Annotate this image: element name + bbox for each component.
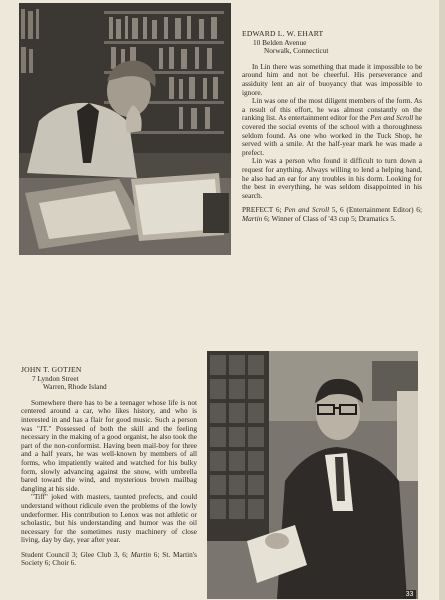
student-activities: [21, 551, 197, 568]
student-address-city: Norwalk, Connecticut: [264, 46, 329, 56]
student-address-street: 10 Belden Avenue: [253, 37, 307, 47]
page-edge: [439, 0, 445, 600]
portrait-photo-ehart-image: [19, 3, 231, 255]
bio-paragraph: [242, 97, 422, 157]
activity-fragment: Martin: [242, 213, 263, 223]
student-address-city: Warren, Rhode Island: [43, 382, 107, 392]
activity-fragment: Martin: [130, 549, 152, 559]
bio-paragraph: In Lin there was something that made it impossible to be around him and not be cheerful. His perseverance and assiduity lent an air of buoyancy that was impossible to ignore.: [242, 61, 422, 97]
publication-name: Pen and Scroll: [370, 113, 414, 123]
page-number: 33: [403, 590, 416, 599]
portrait-photo-ehart: [19, 3, 231, 255]
bio-paragraph: "Tiff" joked with masters, taunted prefects, and could understand without ridicule even the problems of the lowly underformer. His contribution to Lenox was not athletic or scholastic, but his understanding and humor was the oil necessary for the sometimes rusty machinery of close living, day by day, year after year.: [21, 492, 197, 545]
bio-text-fragment: Lin was one of the most diligent members of the form. As a result of this effort, he was almost constantly on the ranking list. As entertainment editor for the Pen and Scroll he covered the social events of the school with a thoroughness seldom found. As one who worked in the Tuck Shop, he served with a smile. At the half-year mark he was made a prefect.: [242, 96, 422, 157]
activity-fragment: 5, 6 (Entertainment Editor) 6;: [329, 205, 422, 215]
activity-fragment: 6; St. Martin's Society 6; Choir 6.: [21, 549, 197, 568]
student-name: EDWARD L. W. EHART: [242, 29, 324, 38]
activity-fragment: Pen and Scroll: [284, 205, 330, 215]
activity-fragment: PREFECT 6;: [242, 205, 285, 215]
student-name: JOHN T. GOTJEN: [21, 365, 82, 374]
student-bio: [21, 399, 197, 545]
activity-fragment: 6; Winner of Class of '43 cup 5; Dramatics 5.: [262, 213, 396, 223]
activity-fragment: Student Council 3; Glee Club 3, 6;: [21, 549, 131, 559]
portrait-photo-gotjen: [207, 351, 418, 599]
senior-entry-gotjen: [21, 366, 197, 568]
student-activities: [242, 206, 422, 223]
portrait-photo-gotjen-image: [207, 351, 418, 599]
student-address-street: 7 Lyndon Street: [32, 373, 79, 383]
bio-paragraph: Lin was a person who found it difficult to turn down a request for anything. Always willing to lend a helping hand, he also had an ear for any troubles in his dorm. Looking for the best in everything, he was seldom disappointed in his search.: [242, 156, 422, 200]
bio-paragraph: Somewhere there has to be a teenager whose life is not centered around a car, who likes history, and who is interested in and has a flair for good music. Such a person was "JT." Possessed of both the skill and the feeling necessary in the making of a good organist, he also took the part of the non-conformist. Having been mail-boy for three and a half years, he was well-known by members of all forms, who impatiently waited and watched for his bulky form, slowly advancing against the snow, with umbrella bared toward the wind, and mysterious brown mailbag dangling at his side.: [21, 397, 197, 493]
student-bio: [242, 63, 422, 201]
senior-entry-ehart: [242, 30, 422, 223]
